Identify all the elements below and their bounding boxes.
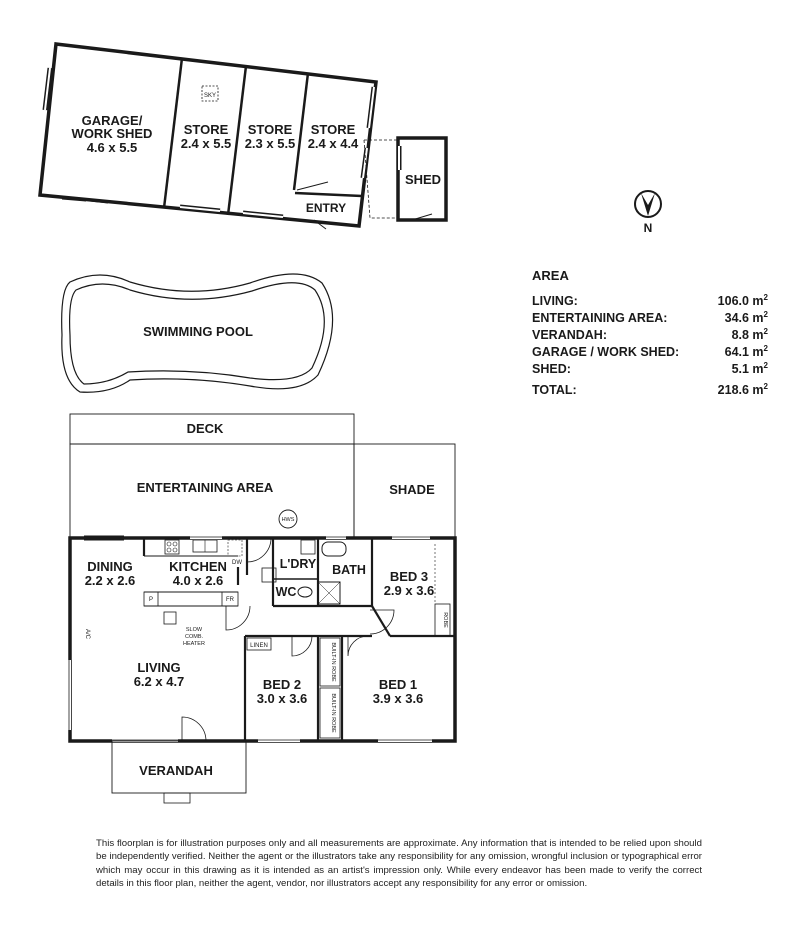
laundry-label: L'DRY: [279, 557, 317, 571]
area-total-row: [532, 382, 768, 399]
fridge-label: FR: [226, 597, 234, 603]
wall: [294, 73, 308, 190]
dishwasher-label: DW: [232, 560, 242, 566]
area-row-label: VERANDAH:: [532, 328, 607, 342]
skylight-label: SKY: [203, 93, 217, 99]
compass-icon: [635, 191, 661, 235]
heater-label: COMB.: [184, 634, 204, 640]
kitchen-label: KITCHEN: [169, 559, 227, 574]
house-labels: [84, 557, 448, 778]
compass-north-label: N: [643, 221, 653, 235]
door-swing: [297, 182, 328, 190]
area-total-value: 218.6 $m^2$: [717, 382, 768, 397]
door-swing: [247, 538, 271, 562]
area-row-label: GARAGE / WORK SHED:: [532, 345, 680, 359]
bed1-label: BED 1: [378, 677, 418, 692]
shade-label: SHADE: [389, 482, 435, 497]
area-row: [532, 327, 768, 344]
garage-dims: 4.6 x 5.5: [86, 140, 138, 155]
area-row-value: 8.8 $m^2$: [731, 327, 768, 342]
door-swing: [182, 717, 206, 741]
door-swing: [348, 636, 368, 656]
kitchen-dims: 4.0 x 2.6: [172, 573, 224, 588]
entertaining-label: ENTERTAINING AREA: [136, 480, 274, 495]
toilet-icon: [298, 587, 312, 597]
door-swing: [226, 606, 250, 630]
living-dims: 6.2 x 4.7: [133, 674, 185, 689]
area-row: [532, 293, 768, 310]
ac-label: A/C: [84, 628, 90, 640]
built-in-robe-label: BUILT-IN ROBE: [330, 693, 336, 733]
area-row-label: SHED:: [532, 362, 571, 376]
store-label: STORE: [183, 122, 229, 137]
area-summary: [532, 268, 768, 399]
area-row-label: ENTERTAINING AREA:: [532, 311, 668, 325]
store-label: STORE: [310, 122, 356, 137]
area-total-label: TOTAL:: [532, 383, 577, 397]
area-title: AREA: [532, 268, 569, 283]
dining-label: DINING: [87, 559, 133, 574]
wall: [164, 58, 182, 208]
entry-label: ENTRY: [305, 201, 347, 215]
built-in-robe-outline: [320, 688, 340, 738]
wc-label: WC: [275, 585, 297, 599]
shed-label: SHED: [404, 172, 442, 187]
garage-label: WORK SHED: [71, 126, 153, 141]
area-row-value: 106.0 $m^2$: [717, 293, 768, 308]
laundry-tub-icon: [301, 540, 315, 554]
cooktop-icon: [165, 540, 179, 554]
bed3-label: BED 3: [389, 569, 429, 584]
pantry-label: P: [148, 597, 154, 603]
door-swing: [292, 636, 312, 656]
area-row: [532, 361, 768, 378]
dishwasher-outline: [228, 540, 242, 556]
dining-dims: 2.2 x 2.6: [84, 573, 136, 588]
built-in-robe-outline: [320, 638, 340, 686]
heater-icon: [164, 612, 176, 624]
store-label: STORE: [247, 122, 293, 137]
hws-label: HWS: [281, 517, 295, 523]
bed3-dims: 2.9 x 3.6: [383, 583, 435, 598]
heater-label: SLOW: [185, 627, 203, 633]
verandah-label: VERANDAH: [139, 763, 213, 778]
area-row-value: 64.1 $m^2$: [724, 344, 768, 359]
outbuilding-labels: [72, 93, 442, 215]
bath-label: BATH: [332, 563, 366, 577]
living-label: LIVING: [137, 660, 181, 675]
built-in-robe-label: BUILT-IN ROBE: [330, 642, 336, 682]
robe-label: ROBE: [442, 612, 448, 628]
area-row: [532, 344, 768, 361]
disclaimer-text: This floorplan is for illustration purposes only and all measurements are approximate. Any information that is intended to be relied upon should be independently verified. Neither the agent or the illustrators take any responsibility for any omission, wrongful inclusion or typographical error which may occur in this drawing as it is intended as an artist's impression only. While every endeavor has been made to verify the correct details in this floor plan, neither the agent, vendor, nor illustrators accept any responsibility for any error or omission.: [96, 838, 702, 890]
bed1-dims: 3.9 x 3.6: [372, 691, 424, 706]
wall: [295, 193, 362, 196]
outdoor-areas: [70, 414, 455, 538]
area-row-label: LIVING:: [532, 294, 578, 308]
pool-label: SWIMMING POOL: [143, 324, 253, 339]
heater-label: HEATER: [183, 641, 205, 647]
bathtub-icon: [322, 542, 346, 556]
store-dims: 2.3 x 5.5: [244, 136, 296, 151]
store-dims: 2.4 x 4.4: [307, 136, 359, 151]
bed2-dims: 3.0 x 3.6: [256, 691, 308, 706]
garage-label: GARAGE/: [81, 113, 143, 128]
step: [164, 793, 190, 803]
linen-label: LINEN: [250, 643, 268, 649]
area-row-value: 34.6 $m^2$: [724, 310, 768, 325]
bed2-label: BED 2: [262, 677, 302, 692]
deck-label: DECK: [186, 421, 224, 436]
area-row-value: 5.1 $m^2$: [731, 361, 768, 376]
area-row: [532, 310, 768, 327]
store-dims: 2.4 x 5.5: [180, 136, 232, 151]
